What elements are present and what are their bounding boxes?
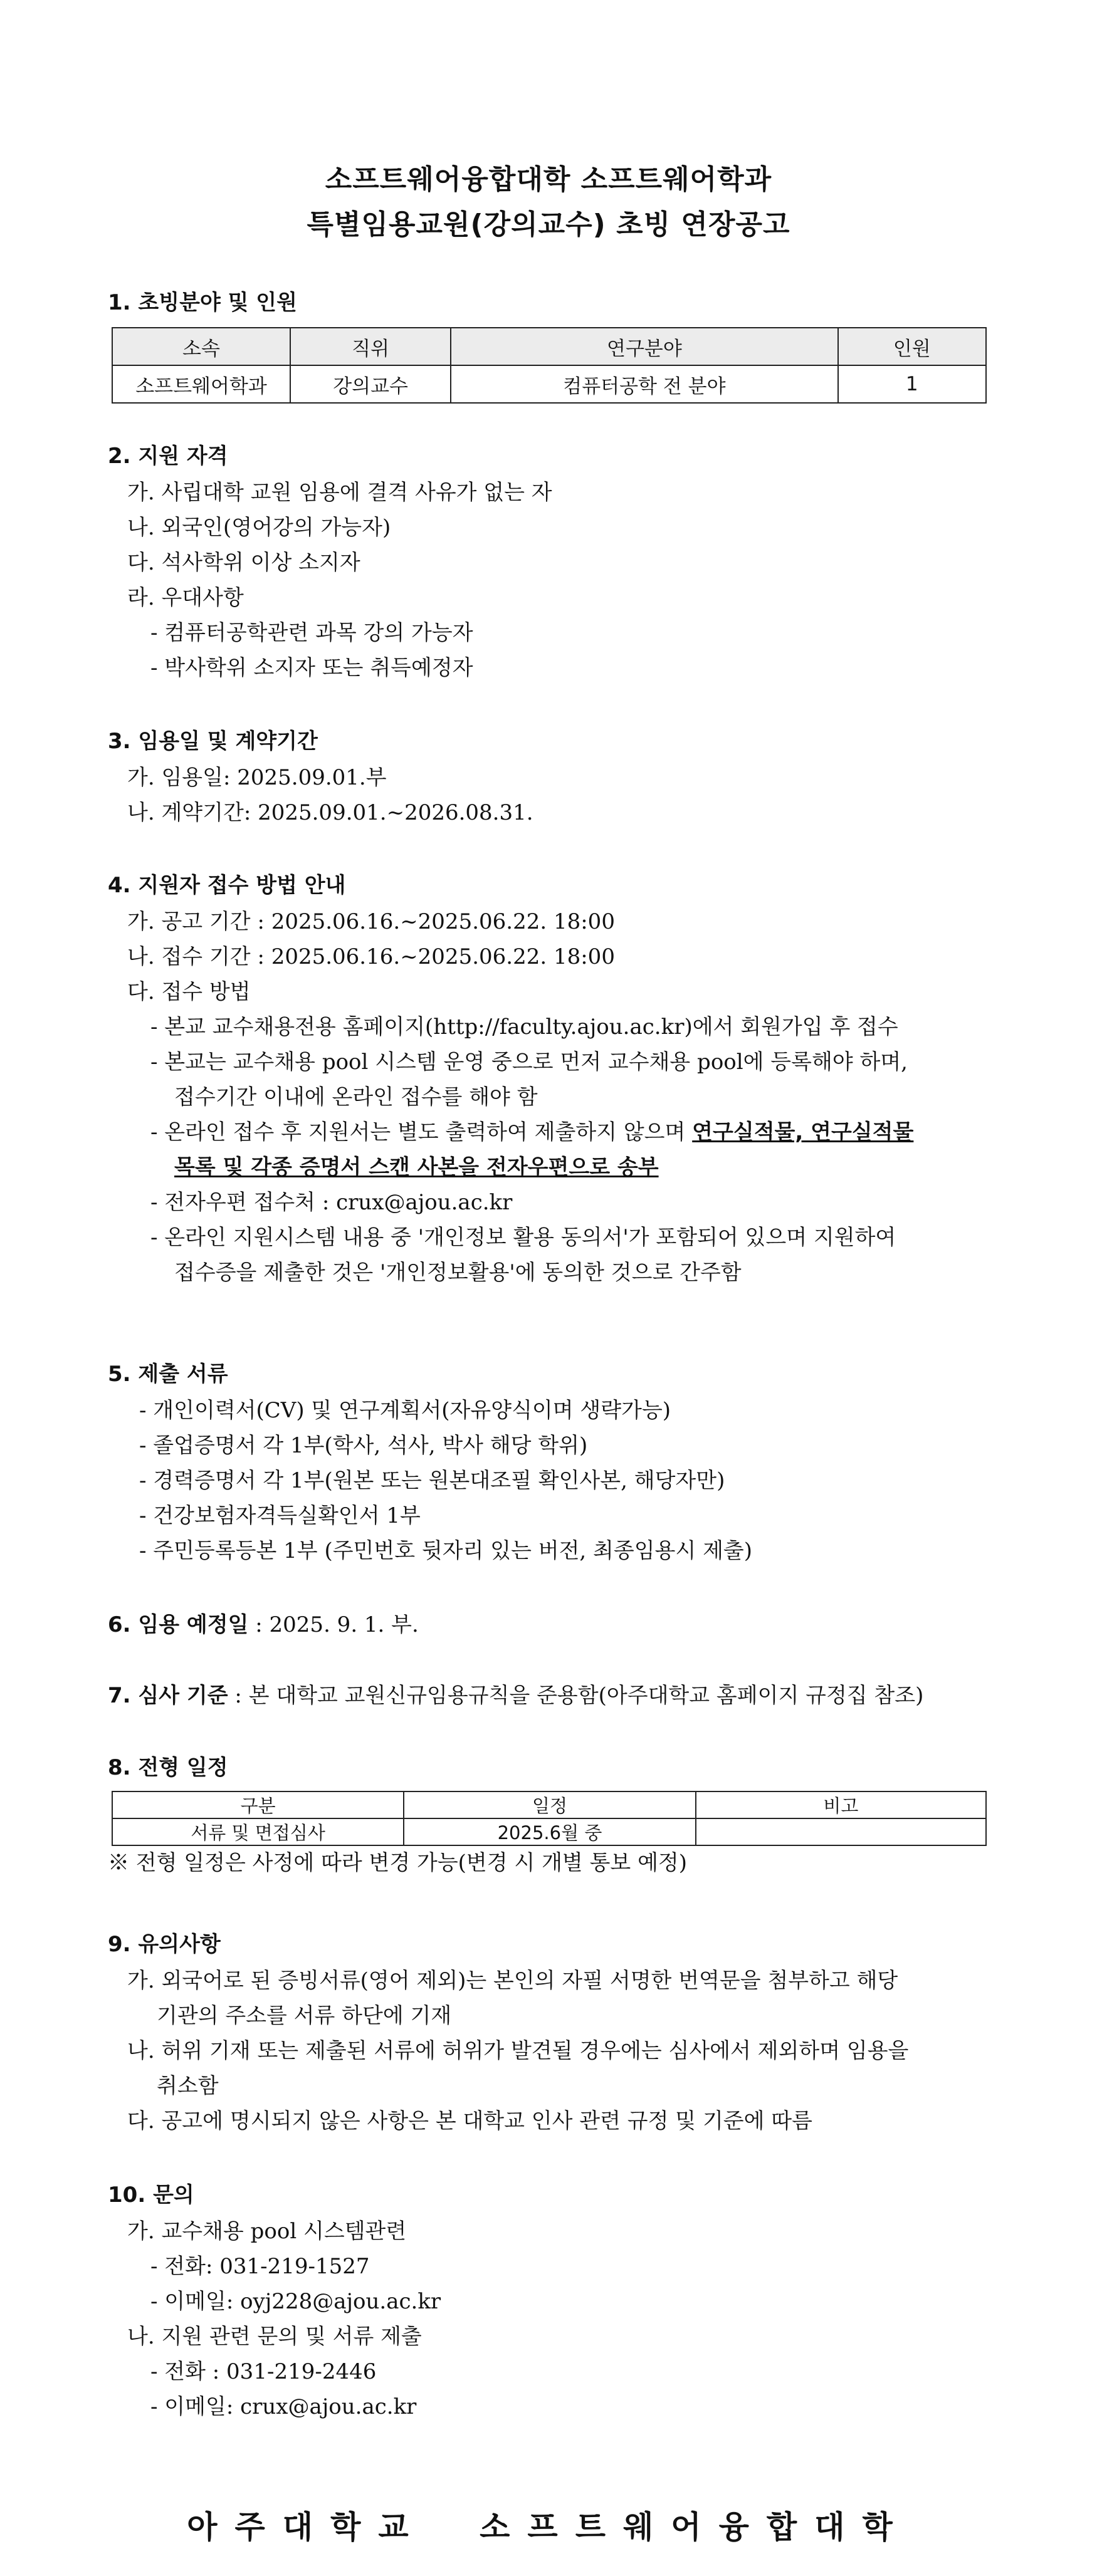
table-row <box>112 365 986 403</box>
emphasis-text: 연구실적물, 연구실적물 <box>692 1120 914 1145</box>
list-item: - 경력증명서 각 1부(원본 또는 원본대조필 확인사본, 해당자만) <box>139 1468 725 1493</box>
list-item: 가. 임용일: 2025.09.01.부 <box>127 765 387 790</box>
list-item: - 본교는 교수채용 pool 시스템 운영 중으로 먼저 교수채용 pool에 등록해야 하며, <box>150 1050 908 1075</box>
list-item: 다. 공고에 명시되지 않은 사항은 본 대학교 인사 관련 규정 및 기준에 따름 <box>127 2109 812 2134</box>
list-item: 가. 사립대학 교원 임용에 결격 사유가 없는 자 <box>127 480 552 505</box>
section-2-heading: 2. 지원 자격 <box>108 444 228 469</box>
list-item-continued: 접수증을 제출한 것은 '개인정보활용'에 동의한 것으로 간주함 <box>174 1260 742 1285</box>
list-item: - 박사학위 소지자 또는 취득예정자 <box>150 655 473 681</box>
appointment-date-line <box>108 1607 419 1638</box>
emphasis-text: 목록 및 각종 증명서 스캔 사본을 전자우편으로 송부 <box>174 1155 659 1180</box>
table-header: 구분 <box>112 1791 404 1818</box>
list-item: 가. 교수채용 pool 시스템관련 <box>127 2219 407 2244</box>
contact-email: - 이메일: crux@ajou.ac.kr <box>150 2394 417 2419</box>
title-line-1: 소프트웨어융합대학 소프트웨어학과 <box>325 164 772 196</box>
table-cell: 1 <box>838 365 986 403</box>
table-cell: 서류 및 면접심사 <box>112 1818 404 1845</box>
title-line-2: 특별임용교원(강의교수) 초빙 연장공고 <box>307 209 790 241</box>
schedule-note: ※ 전형 일정은 사정에 따라 변경 가능(변경 시 개별 통보 예정) <box>108 1850 688 1875</box>
table-header-row <box>112 1791 986 1818</box>
list-item: - 본교 교수채용전용 홈페이지(http://faculty.ajou.ac.kr)에서 회원가입 후 접수 <box>150 1014 898 1040</box>
list-item: 나. 계약기간: 2025.09.01.~2026.08.31. <box>127 800 533 825</box>
list-item-continued: 취소함 <box>157 2073 219 2099</box>
section-8-heading: 8. 전형 일정 <box>108 1755 228 1780</box>
list-item: 나. 접수 기간 : 2025.06.16.~2025.06.22. 18:00 <box>127 944 615 969</box>
list-item: 다. 접수 방법 <box>127 979 251 1004</box>
contact-email: - 이메일: oyj228@ajou.ac.kr <box>150 2289 441 2314</box>
list-item: 나. 허위 기재 또는 제출된 서류에 허위가 발견될 경우에는 심사에서 제외하며 임용을 <box>127 2038 909 2063</box>
table-header: 일정 <box>404 1791 696 1818</box>
section-3-heading: 3. 임용일 및 계약기간 <box>108 729 318 754</box>
list-item: - 개인이력서(CV) 및 연구계획서(자유양식이며 생략가능) <box>139 1398 671 1423</box>
section-4-heading: 4. 지원자 접수 방법 안내 <box>108 873 346 898</box>
table-cell: 강의교수 <box>290 365 451 403</box>
list-item: - 전자우편 접수처 : crux@ajou.ac.kr <box>150 1190 513 1215</box>
footer-institution: 아주대학교 소프트웨어융합대학 <box>187 2508 910 2545</box>
list-item: 가. 외국어로 된 증빙서류(영어 제외)는 본인의 자필 서명한 번역문을 첨부하고 해당 <box>127 1968 898 1993</box>
list-item: - 컴퓨터공학관련 과목 강의 가능자 <box>150 620 473 645</box>
list-item: - 온라인 지원시스템 내용 중 '개인정보 활용 동의서'가 포함되어 있으며 지원하여 <box>150 1225 896 1250</box>
review-criteria-line <box>108 1678 923 1709</box>
list-item-continued: 접수기간 이내에 온라인 접수를 해야 함 <box>174 1085 538 1110</box>
contact-phone: - 전화 : 031-219-2446 <box>150 2359 377 2384</box>
contact-phone: - 전화: 031-219-1527 <box>150 2254 370 2279</box>
table-row <box>112 1818 986 1845</box>
schedule-table <box>112 1791 987 1846</box>
list-item: 나. 지원 관련 문의 및 서류 제출 <box>127 2324 422 2349</box>
table-cell <box>696 1818 986 1845</box>
list-item-continued: 기관의 주소를 서류 하단에 기재 <box>157 2003 452 2028</box>
list-item: 나. 외국인(영어강의 가능자) <box>127 515 391 540</box>
table-cell: 컴퓨터공학 전 분야 <box>451 365 837 403</box>
table-header: 소속 <box>112 328 290 365</box>
section-10-heading: 10. 문의 <box>108 2182 194 2208</box>
table-header: 인원 <box>838 328 986 365</box>
table-header: 비고 <box>696 1791 986 1818</box>
list-item-text: - 온라인 접수 후 지원서는 별도 출력하여 제출하지 않으며 <box>150 1120 693 1145</box>
appointment-date: : 2025. 9. 1. 부. <box>248 1612 419 1637</box>
table-cell: 소프트웨어학과 <box>112 365 290 403</box>
list-item <box>150 1115 913 1145</box>
list-item: 라. 우대사항 <box>127 585 244 610</box>
list-item: - 주민등록등본 1부 (주민번호 뒷자리 있는 버전, 최종임용시 제출) <box>139 1538 753 1563</box>
table-header: 연구분야 <box>451 328 837 365</box>
section-7-heading: 7. 심사 기준 <box>108 1683 228 1708</box>
section-5-heading: 5. 제출 서류 <box>108 1362 228 1387</box>
list-item: 가. 공고 기간 : 2025.06.16.~2025.06.22. 18:00 <box>127 909 615 934</box>
section-9-heading: 9. 유의사항 <box>108 1932 221 1957</box>
review-criteria: : 본 대학교 교원신규임용규칙을 준용함(아주대학교 홈페이지 규정집 참조) <box>228 1683 924 1708</box>
table-header: 직위 <box>290 328 451 365</box>
list-item: - 졸업증명서 각 1부(학사, 석사, 박사 해당 학위) <box>139 1433 588 1458</box>
recruitment-table <box>112 327 987 404</box>
table-cell: 2025.6월 중 <box>404 1818 696 1845</box>
section-6-heading: 6. 임용 예정일 <box>108 1612 249 1637</box>
table-header-row <box>112 328 986 365</box>
section-1-heading: 1. 초빙분야 및 인원 <box>108 290 297 315</box>
list-item: - 건강보험자격득실확인서 1부 <box>139 1503 421 1528</box>
list-item: 다. 석사학위 이상 소지자 <box>127 550 360 575</box>
